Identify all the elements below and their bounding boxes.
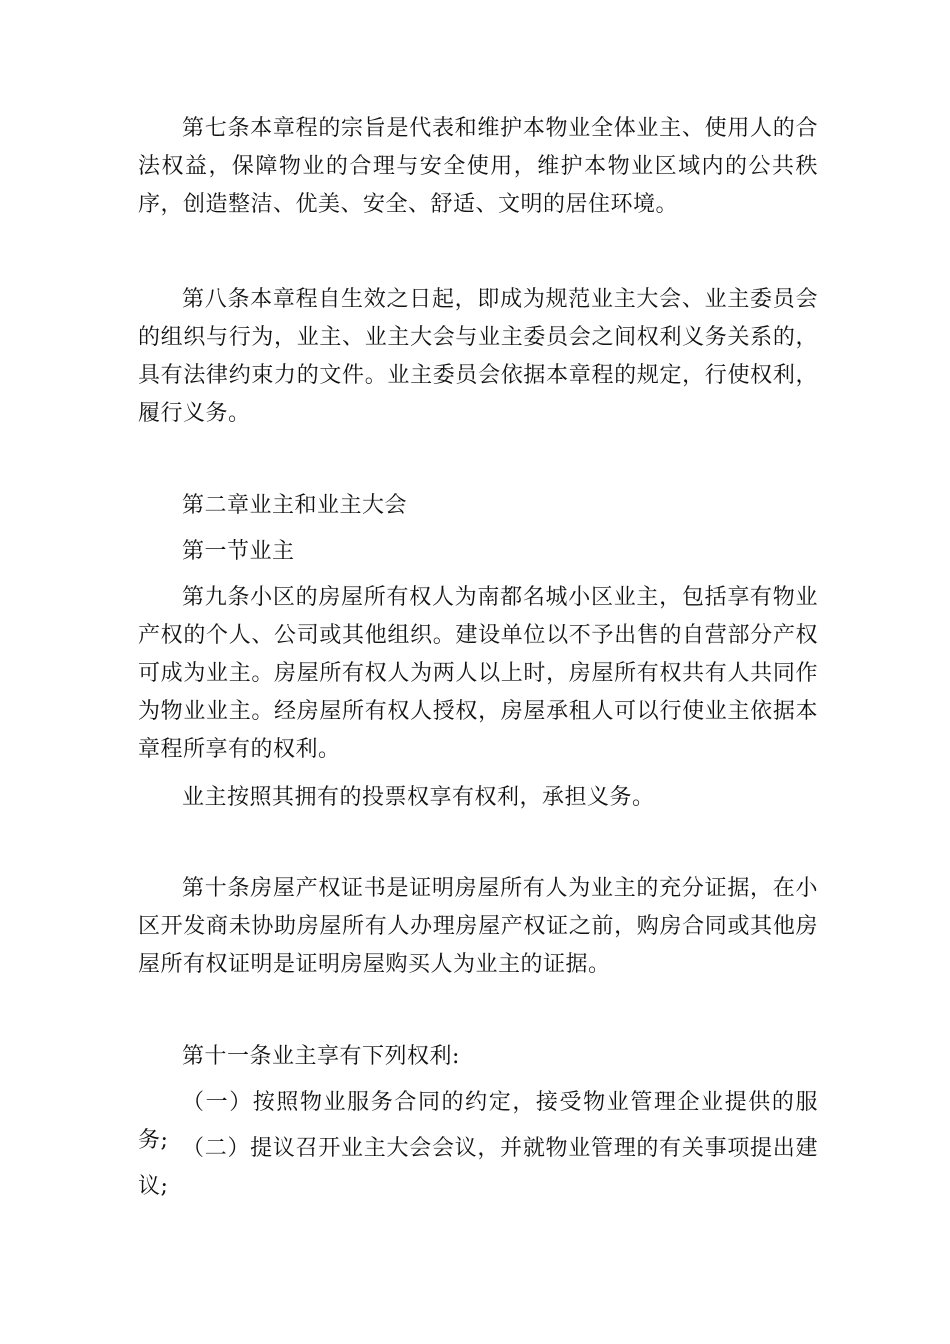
article-11-item-2: （二）提议召开业主大会会议，并就物业管理的有关事项提出建议; [138, 1136, 818, 1199]
chapter-heading: 第二章业主和业主大会 [182, 493, 408, 518]
article-9-second-paragraph: 业主按照其拥有的投票权享有权利，承担义务。 [182, 785, 655, 810]
section-heading: 第一节业主 [182, 539, 295, 564]
article-11-item-1: （一）按照物业服务合同的约定，接受物业管理企业提供的服务; [138, 1090, 818, 1153]
article-9-paragraph: 第九条小区的房屋所有权人为南都名城小区业主，包括享有物业产权的个人、公司或其他组织。建设单位以不予出售的自营部分产权可成为业主。房屋所有权人为两人以上时，房屋所有权共有人共同作为物业业主。经房屋所有权人授权，房屋承租人可以行使业主依据本章程所享有的权利。 [138, 585, 818, 762]
article-8-paragraph: 第八条本章程自生效之日起，即成为规范业主大会、业主委员会的组织与行为，业主、业主大会与业主委员会之间权利义务关系的，具有法律约束力的文件。业主委员会依据本章程的规定，行使权利，履行义务。 [138, 287, 818, 426]
article-11-paragraph: 第十一条业主享有下列权利: [182, 1044, 460, 1069]
article-10-paragraph: 第十条房屋产权证书是证明房屋所有人为业主的充分证据，在小区开发商未协助房屋所有人办理房屋产权证之前，购房合同或其他房屋所有权证明是证明房屋购买人为业主的证据。 [138, 876, 818, 977]
article-7-paragraph: 第七条本章程的宗旨是代表和维护本物业全体业主、使用人的合法权益，保障物业的合理与安全使用，维护本物业区域内的公共秩序，创造整洁、优美、安全、舒适、文明的居住环境。 [138, 116, 818, 217]
